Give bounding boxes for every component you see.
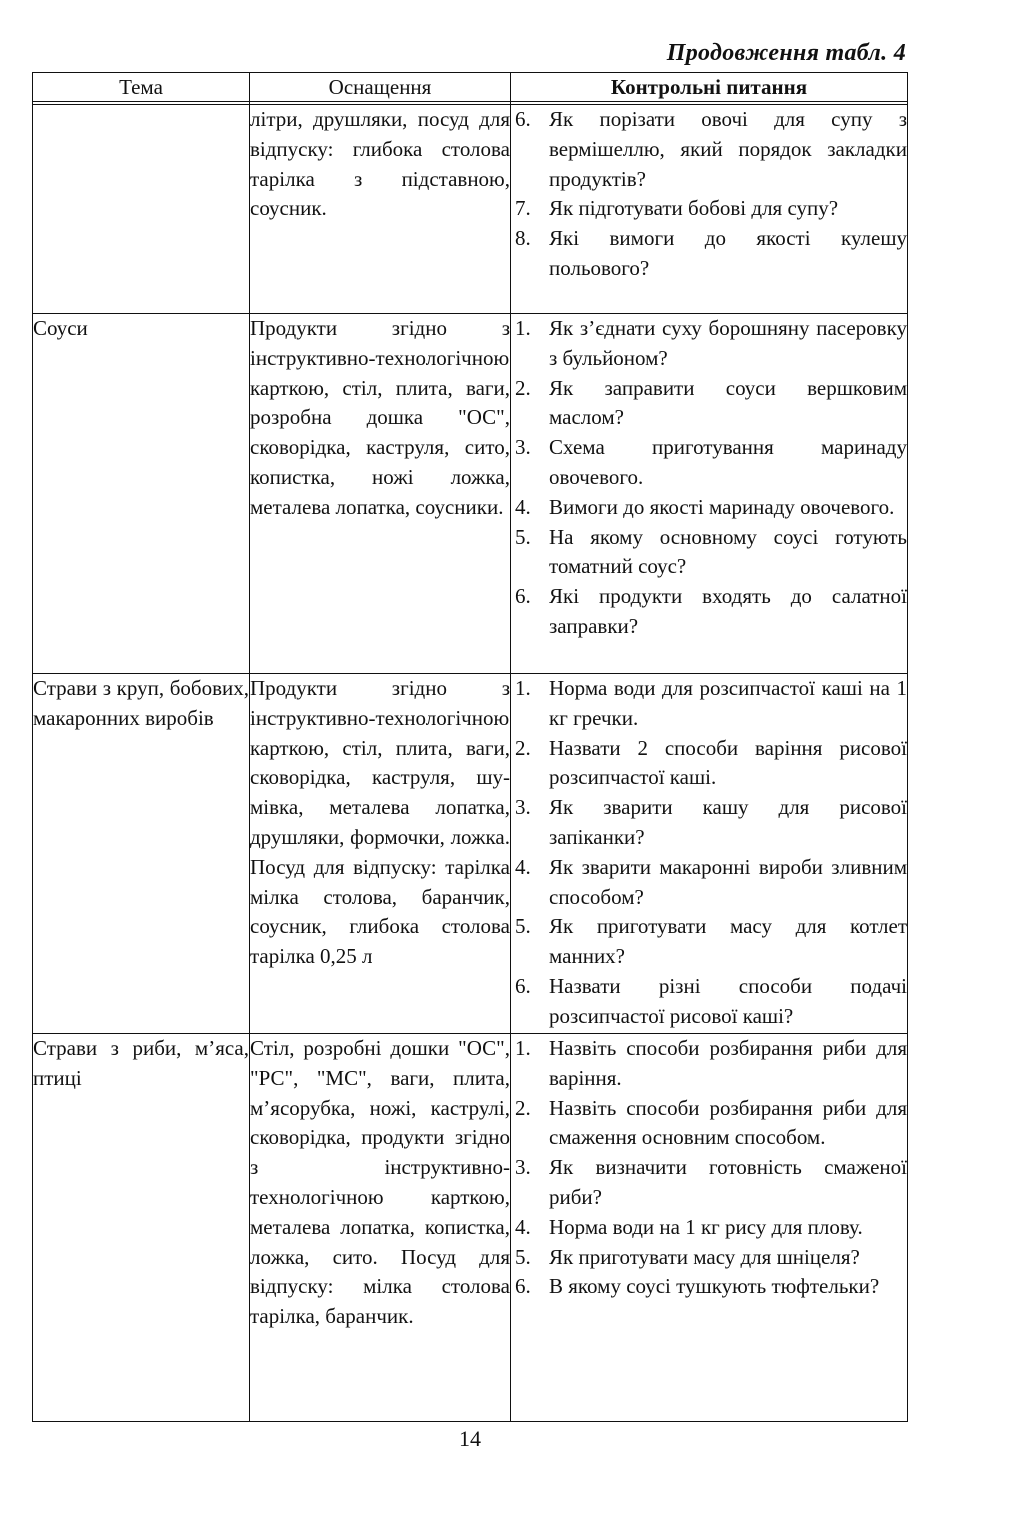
question-number: 5. [515, 524, 531, 549]
question-item [511, 433, 907, 493]
table-header-row [33, 73, 908, 102]
header-osnashchennia: Оснащення [250, 73, 511, 102]
question-text: Як приготувати масу для шніцеля? [549, 1244, 860, 1269]
question-text: Як зварити макаронні вироби зливним способом? [549, 854, 907, 909]
question-number: 1. [515, 676, 531, 700]
question-number: 6. [515, 1274, 531, 1299]
question-list [511, 1034, 907, 1302]
question-number: 2. [515, 1095, 531, 1120]
question-item [511, 105, 907, 194]
question-item [511, 493, 907, 523]
header-tema: Тема [33, 73, 250, 102]
program-table [32, 72, 908, 1422]
question-text: Вимоги до якості маринаду овочевого. [549, 494, 895, 519]
header-kontrolni: Контрольні питання [511, 73, 908, 102]
cell-osnashchennia: Продукти згідно з інструктивно-технологічною карткою, стіл, плита, ваги, сковорідка, каструля, шумівка, металева лопатка, друшляки, формочки, ложка. Посуд для відпуску: тарілка мілка столова, баранчик, соусник, глибока столова тарілка 0,25 л [250, 674, 511, 1034]
question-text: Назвіть способи розбирання риби для смаження основним способом. [549, 1095, 907, 1150]
question-number: 4. [515, 494, 531, 519]
question-text: Назвати 2 способи варіння рисової розсипчастої каші. [549, 735, 907, 790]
question-text: Як з’єднати суху борошняну пасеровку з бульйоном? [549, 316, 907, 370]
table-row [33, 314, 908, 674]
question-text: Норма води на 1 кг рису для плову. [549, 1214, 863, 1239]
question-number: 3. [515, 795, 531, 820]
question-number: 6. [515, 107, 531, 131]
question-item [511, 734, 907, 794]
question-item [511, 1153, 907, 1213]
question-number: 3. [515, 435, 531, 460]
question-number: 6. [515, 584, 531, 609]
page-number: 14 [459, 1426, 481, 1451]
cell-tema: Соуси [33, 314, 250, 674]
question-item [511, 793, 907, 853]
question-text: На якому основному соусі готують томатний соус? [549, 524, 907, 579]
question-list [511, 105, 907, 284]
question-text: Які вимоги до якості кулешу польового? [549, 226, 907, 280]
question-number: 4. [515, 1214, 531, 1239]
question-number: 3. [515, 1155, 531, 1180]
cell-kontrolni [511, 314, 908, 674]
cell-osnashchennia: Стіл, розробні дошки "ОС", "РС", "МС", ваги, плита, м’ясорубка, ножі, каструлі, сковорідка, продукти згідно з інструктивно-технологічною карткою, металева лопатка, копистка, ложка, сито. Посуд для відпуску: мілка столова тарілка, баранчик. [250, 1034, 511, 1422]
question-item [511, 1213, 907, 1243]
cell-kontrolni [511, 674, 908, 1034]
question-item [511, 1243, 907, 1273]
question-number: 5. [515, 1244, 531, 1269]
question-item [511, 912, 907, 972]
question-number: 5. [515, 914, 531, 939]
question-item [511, 194, 907, 224]
question-number: 2. [515, 375, 531, 400]
question-item [511, 674, 907, 734]
question-item [511, 224, 907, 284]
table-row [33, 674, 908, 1034]
table-body [33, 105, 908, 1422]
question-item [511, 853, 907, 913]
question-text: Як підготувати бобові для супу? [549, 196, 839, 221]
cell-tema: Страви з круп, бобових, макаронних виробів [33, 674, 250, 1034]
question-text: Схема приготування маринаду овочевого. [549, 435, 907, 489]
question-number: 4. [515, 854, 531, 879]
cell-kontrolni [511, 1034, 908, 1422]
question-text: Як зварити кашу для рисової запіканки? [549, 795, 907, 849]
question-item [511, 374, 907, 434]
cell-tema [33, 105, 250, 314]
question-text: Як порізати овочі для супу з вермішеллю, який порядок закладки продуктів? [549, 107, 907, 191]
question-number: 8. [515, 226, 531, 251]
question-item [511, 1034, 907, 1094]
question-number: 1. [515, 1036, 531, 1060]
question-text: В якому соусі тушкують тюфтельки? [549, 1274, 880, 1299]
cell-osnashchennia: Продукти згідно з інструктивно-технологічною карткою, стіл, плита, ваги, розробна дошка "ОС", сковорідка, каструля, сито, копистка, ножі ложка, металева лопатка, соусники. [250, 314, 511, 674]
question-text: Назвати різні способи подачі розсипчастої рисової каші? [549, 973, 907, 1028]
cell-osnashchennia: літри, друшляки, посуд для відпуску: глибока столова тарілка з підставною, соусник. [250, 105, 511, 314]
continuation-label: Продовження табл. 4 [666, 40, 906, 66]
question-text: Назвіть способи розбирання риби для варіння. [549, 1036, 907, 1090]
cell-tema: Страви з риби, м’яса, птиці [33, 1034, 250, 1422]
question-list [511, 674, 907, 1032]
question-item [511, 523, 907, 583]
question-number: 6. [515, 973, 531, 998]
question-number: 1. [515, 316, 531, 340]
question-item [511, 1272, 907, 1302]
question-item [511, 972, 907, 1032]
question-item [511, 1094, 907, 1154]
question-item [511, 314, 907, 374]
question-text: Як приготувати масу для котлет манних? [549, 914, 907, 969]
question-text: Норма води для розсипчастої каші на 1 кг гречки. [549, 676, 907, 730]
question-item [511, 582, 907, 642]
question-text: Які продукти входять до салатної заправки? [549, 584, 907, 638]
question-text: Як визначити готовність смаженої риби? [549, 1155, 907, 1209]
question-list [511, 314, 907, 642]
question-number: 2. [515, 735, 531, 760]
question-text: Як заправити соуси вершковим маслом? [549, 375, 907, 430]
table-row [33, 105, 908, 314]
question-number: 7. [515, 196, 531, 221]
table-row [33, 1034, 908, 1422]
cell-kontrolni [511, 105, 908, 314]
